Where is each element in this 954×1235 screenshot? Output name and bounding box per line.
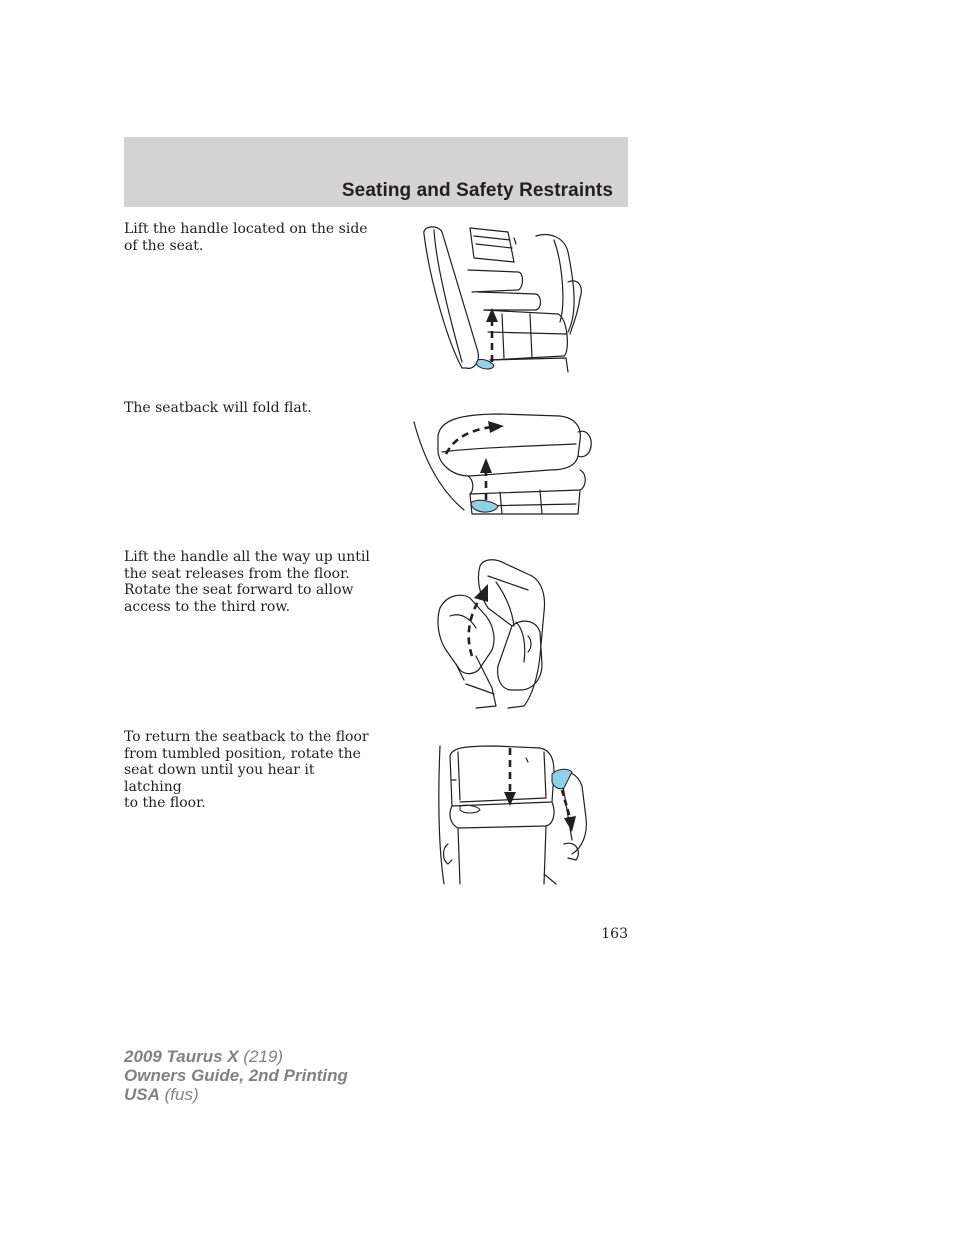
seat-tumble-illustration — [436, 556, 560, 712]
seat-side-handle-illustration — [418, 222, 590, 378]
section-header-band — [124, 137, 628, 207]
footer-line-1 — [124, 1047, 348, 1066]
footer-market-code: (fus) — [164, 1085, 199, 1104]
page-number: 163 — [601, 926, 628, 942]
step-4-text: To return the seatback to the floor from tumbled position, rotate the seat down until you hear it latching to the floor. — [124, 729, 369, 811]
footer-guide: Owners Guide, 2nd Printing — [124, 1066, 348, 1085]
footer-market: USA — [124, 1085, 160, 1104]
document-footer — [124, 1047, 348, 1104]
step-1-text: Lift the handle located on the side of the seat. — [124, 221, 368, 254]
step-2-text: The seatback will fold flat. — [124, 400, 312, 416]
seat-return-illustration — [436, 744, 592, 888]
footer-model: 2009 Taurus X — [124, 1047, 239, 1066]
footer-model-code: (219) — [243, 1047, 284, 1066]
step-3-text: Lift the handle all the way up until the seat releases from the floor. Rotate the seat forward to allow access to the third row. — [124, 549, 370, 615]
section-title: Seating and Safety Restraints — [341, 180, 613, 201]
footer-line-2 — [124, 1066, 348, 1085]
footer-line-3 — [124, 1085, 348, 1104]
seatback-fold-illustration — [410, 410, 600, 522]
